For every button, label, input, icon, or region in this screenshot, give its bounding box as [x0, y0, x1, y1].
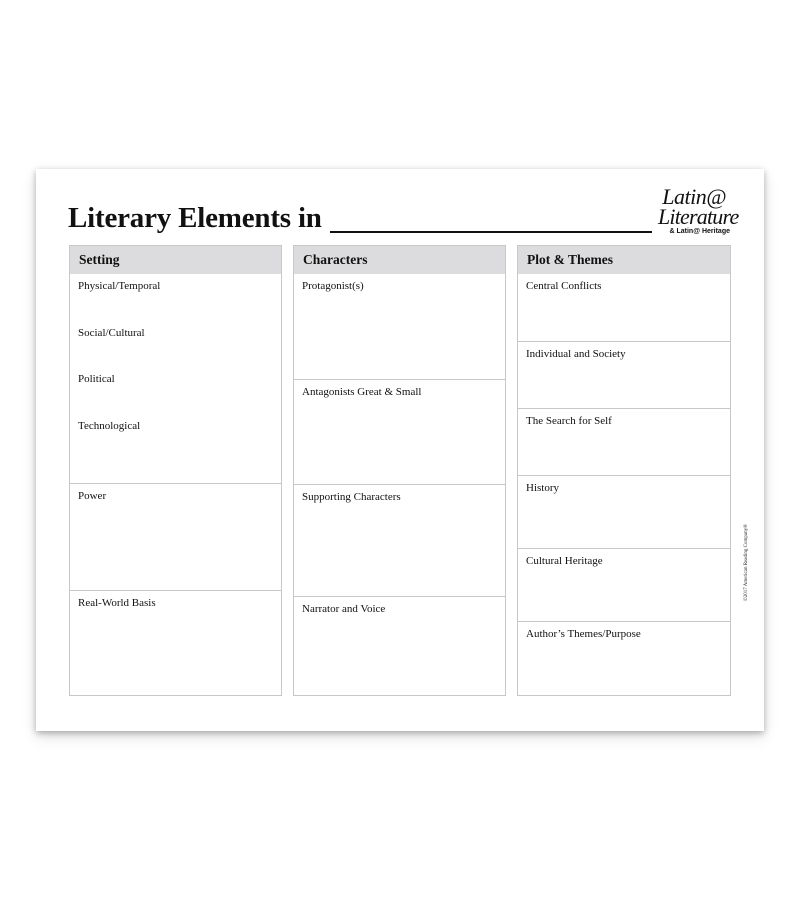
social-cultural-label: Social/Cultural: [78, 327, 145, 339]
individual-society-label: Individual and Society: [526, 348, 626, 360]
setting-column: [69, 245, 282, 696]
logo-line-2: Literature: [658, 204, 739, 229]
history-cell: [518, 475, 730, 548]
copyright-notice: ©2017 American Reading Company®: [744, 524, 749, 601]
logo-line-1: Latin@: [662, 184, 726, 209]
authors-themes-label: Author’s Themes/Purpose: [526, 628, 641, 640]
page-title: Literary Elements in: [68, 202, 322, 234]
power-label: Power: [78, 490, 107, 502]
plot-themes-header: Plot & Themes: [518, 246, 730, 274]
supporting-characters-label: Supporting Characters: [302, 491, 401, 503]
authors-themes-cell: [518, 621, 730, 695]
search-for-self-cell: [518, 408, 730, 475]
worksheet-page: [36, 169, 764, 731]
title-blank-line: [330, 207, 652, 233]
logo-line-3: & Latin@ Heritage: [669, 228, 730, 235]
setting-power-cell: [70, 483, 281, 590]
plot-themes-column: [517, 245, 731, 696]
antagonists-cell: [294, 379, 505, 484]
physical-temporal-label: Physical/Temporal: [78, 280, 161, 292]
latin-literature-logo: [658, 184, 739, 236]
cultural-heritage-label: Cultural Heritage: [526, 555, 603, 567]
cultural-heritage-cell: [518, 548, 730, 621]
central-conflicts-cell: [518, 274, 730, 341]
central-conflicts-label: Central Conflicts: [526, 280, 602, 292]
protagonist-label: Protagonist(s): [302, 280, 364, 292]
characters-header: Characters: [294, 246, 505, 274]
setting-real-world-cell: [70, 590, 281, 695]
supporting-characters-cell: [294, 484, 505, 596]
antagonists-label: Antagonists Great & Small: [302, 386, 422, 398]
narrator-voice-label: Narrator and Voice: [302, 603, 386, 615]
search-for-self-label: The Search for Self: [526, 415, 612, 427]
setting-physical-cell: [70, 274, 281, 483]
title-row: [68, 197, 652, 233]
political-label: Political: [78, 373, 115, 385]
setting-header: Setting: [70, 246, 281, 274]
technological-label: Technological: [78, 420, 141, 432]
narrator-cell: [294, 596, 505, 695]
characters-column: [293, 245, 506, 696]
protagonist-cell: [294, 274, 505, 379]
individual-society-cell: [518, 341, 730, 408]
real-world-basis-label: Real-World Basis: [78, 597, 156, 609]
history-label: History: [526, 482, 559, 494]
